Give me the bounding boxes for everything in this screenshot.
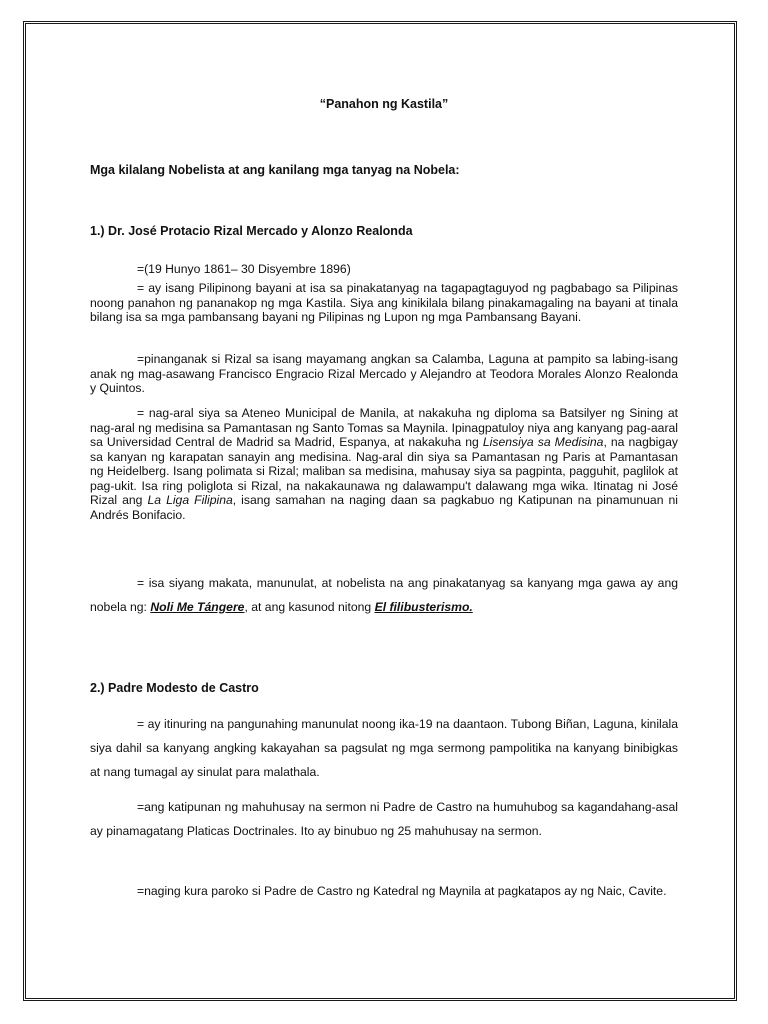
section1-paragraph-4-part-b: , at ang kasunod nitong (244, 600, 375, 614)
section1-paragraph-2: =pinanganak si Rizal sa isang mayamang angkan sa Calamba, Laguna at pampito sa labing-isang anak ng mag-asawang Francisco Engracio Rizal Mercado y Alejandro at Teodora Morales Alonzo Realonda y Quintos. (90, 352, 678, 395)
section2-heading: 2.) Padre Modesto de Castro (90, 681, 259, 695)
section1-paragraph-3-part-b: , na nagbigay sa kanyan ng karapatan sanayin ang medisina. Nag-aral din siya sa Pamantasan ng Paris at Pamantasan ng Heidelberg. Isang polimata si Rizal; maliban sa medisina, mahusay siya sa pagpinta, pagguhit, paglilok at pag-ukit. Isa ring poliglota si Rizal, na nakakaunawa ng dalawampu't dalawang mga wika. Itinatag ni José Rizal ang (90, 435, 678, 507)
section1-paragraph-4-part-a: = isa siyang makata, manunulat, at nobelista na ang pinakatanyag sa kanyang mga gawa ay ang nobela ng: (90, 576, 678, 614)
section1-paragraph-3-part-c: , isang samahan na naging daan sa pagkabuo ng Katipunan na pinamunuan ni Andrés Bonifacio. (90, 493, 678, 522)
la-liga-italic: La Liga Filipina (147, 493, 233, 507)
section2-paragraph-1: = ay itinuring na pangunahing manunulat noong ika-19 na daantaon. Tubong Biñan, Laguna, kinilala siya dahil sa kanyang angking kakayahan sa pagsulat ng mga sermong pampolitika na kanyang binibigkas at nang tumagal ay sinulat para malathala. (90, 717, 678, 779)
novel-noli-me-tangere: Noli Me Tángere (150, 600, 245, 614)
section1-paragraph-4 (90, 571, 678, 619)
lisensiya-italic: Lisensiya sa Medisina (482, 435, 604, 449)
section2-paragraph-3: =naging kura paroko si Padre de Castro ng Katedral ng Maynila at pagkatapos ay ng Naic, Cavite. (137, 884, 667, 898)
section1-heading: 1.) Dr. José Protacio Rizal Mercado y Alonzo Realonda (90, 224, 413, 238)
document-title: “Panahon ng Kastila” (319, 97, 449, 111)
novel-el-filibusterismo: El filibusterismo. (374, 600, 473, 614)
section1-paragraph-1: = ay isang Pilipinong bayani at isa sa pinakatanyag na tagapagtaguyod ng pagbabago sa Pilipinas noong panahon ng pananakop ng mga Kastila. Siya ang kinikilala bilang pinakamagaling na bayani at tinala bilang isa sa mga pambansang bayani ng Pilipinas ng Lupon ng mga Pambansang Bayani. (90, 281, 678, 324)
section1-dates: =(19 Hunyo 1861– 30 Disyembre 1896) (137, 262, 351, 276)
section1-paragraph-3 (90, 406, 678, 522)
section2-paragraph-2: =ang katipunan ng mahuhusay na sermon ni Padre de Castro na humuhubog sa kagandahang-asal ay pinamagatang Platicas Doctrinales. Ito ay binubuo ng 25 mahuhusay na sermon. (90, 800, 678, 838)
intro-heading: Mga kilalang Nobelista at ang kanilang mga tanyag na Nobela: (90, 163, 460, 177)
section1-paragraph-3-part-a: = nag-aral siya sa Ateneo Municipal de Manila, at nakakuha ng diploma sa Batsilyer ng Sining at nag-aral ng medisina sa Pamantasan ng Santo Tomas sa Maynila. Ipinagpatuloy niya ang kanyang pag-aaral sa Universidad Central de Madrid sa Madrid, Espanya, at nakakuha ng (90, 406, 678, 449)
